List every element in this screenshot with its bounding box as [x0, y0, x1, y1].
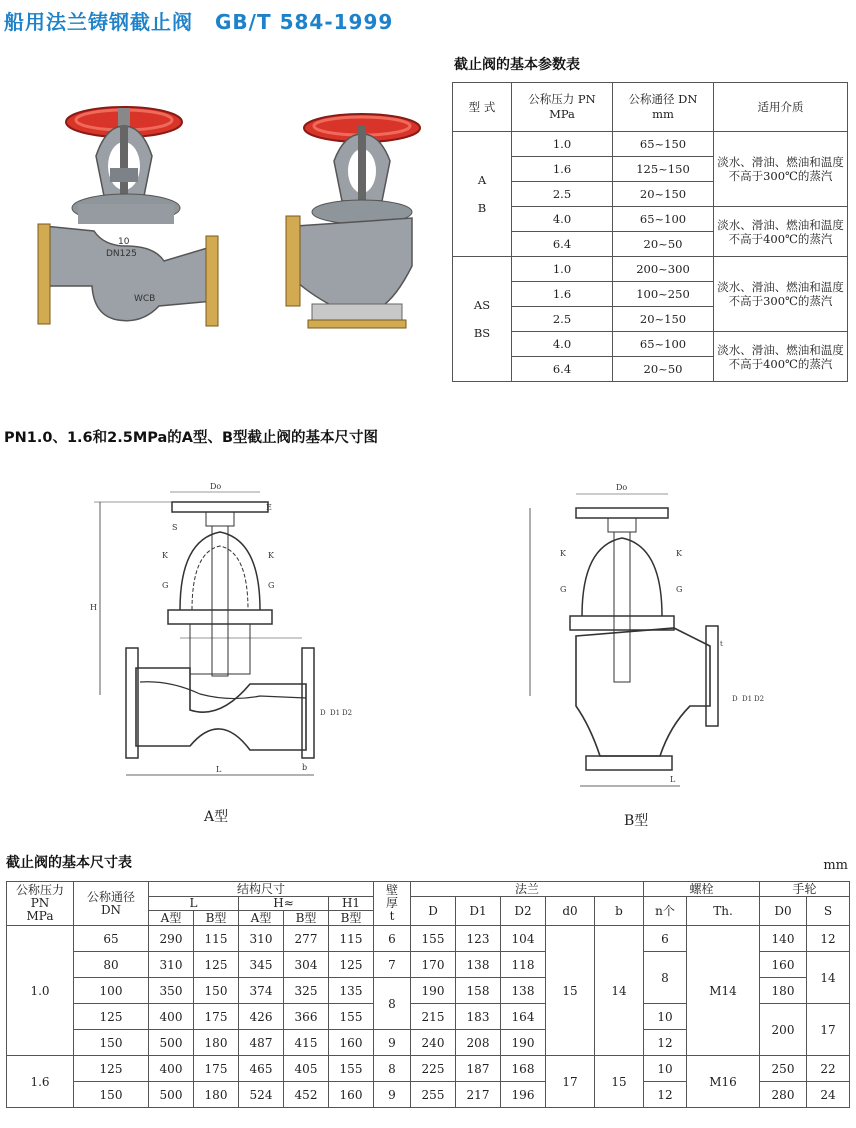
table-cell: 465 — [239, 1056, 284, 1082]
param-cell: 20~50 — [613, 232, 714, 257]
table-cell: 10 — [644, 1056, 687, 1082]
table-cell: 217 — [456, 1082, 501, 1108]
table-cell: 125 — [74, 1056, 149, 1082]
table-cell: 125 — [194, 952, 239, 978]
label-b: b — [302, 763, 308, 772]
table-cell: 180 — [194, 1030, 239, 1056]
dim-header-dn: 公称通径 DN — [74, 882, 149, 926]
table-cell: 250 — [760, 1056, 807, 1082]
dim-header-wall: 壁 厚 t — [374, 882, 411, 926]
page-title — [4, 6, 393, 35]
a-type-caption: A型 — [204, 809, 229, 825]
param-cell: 2.5 — [512, 182, 613, 207]
param-type-ab: A B — [453, 132, 512, 257]
table-cell: 12 — [644, 1030, 687, 1056]
table-cell: 180 — [760, 978, 807, 1004]
table-cell: 164 — [501, 1004, 546, 1030]
param-cell: 20~150 — [613, 307, 714, 332]
table-cell: 415 — [284, 1030, 329, 1056]
table-cell: 487 — [239, 1030, 284, 1056]
table-cell: 175 — [194, 1056, 239, 1082]
marking-material: WCB — [134, 294, 156, 304]
table-cell: M14 — [687, 926, 760, 1056]
param-cell: 65~150 — [613, 132, 714, 157]
label-h: H — [90, 603, 97, 612]
param-header-type: 型 式 — [453, 83, 512, 132]
table-cell: 304 — [284, 952, 329, 978]
dim-header-s: S — [807, 897, 850, 926]
table-cell: 240 — [411, 1030, 456, 1056]
dim-header-fb: b — [595, 897, 644, 926]
label-s: S — [172, 523, 178, 532]
table-cell: 290 — [149, 926, 194, 952]
table-cell: 452 — [284, 1082, 329, 1108]
table-cell: 140 — [760, 926, 807, 952]
dim-header-flange: 法兰 — [411, 882, 644, 897]
param-cell: 1.0 — [512, 132, 613, 157]
param-type-asbs: AS BS — [453, 257, 512, 382]
param-medium: 淡水、滑油、燃油和温度不高于300℃的蒸汽 — [714, 257, 848, 332]
table-cell: 125 — [329, 952, 374, 978]
table-cell: 15 — [595, 1056, 644, 1108]
table-cell: 400 — [149, 1004, 194, 1030]
label-d: D — [320, 709, 326, 717]
valve-a-photo — [34, 96, 234, 336]
dim-header-h1b: B型 — [329, 911, 374, 926]
dim-table-heading: 截止阀的基本尺寸表 — [6, 855, 132, 871]
table-cell: 12 — [644, 1082, 687, 1108]
table-cell: 150 — [74, 1030, 149, 1056]
table-cell: 400 — [149, 1056, 194, 1082]
table-cell: 500 — [149, 1082, 194, 1108]
dim-header-D: D — [411, 897, 456, 926]
table-cell: 6 — [644, 926, 687, 952]
param-cell: 65~100 — [613, 332, 714, 357]
dim-header-h: H≈ — [239, 897, 329, 911]
drawing-heading: PN1.0、1.6和2.5MPa的A型、B型截止阀的基本尺寸图 — [4, 430, 379, 446]
label-g-left: G — [560, 585, 567, 594]
dim-header-d0: d0 — [546, 897, 595, 926]
param-cell: 20~150 — [613, 182, 714, 207]
table-cell: 9 — [374, 1082, 411, 1108]
param-cell: 20~50 — [613, 357, 714, 382]
dim-header-D1: D1 — [456, 897, 501, 926]
table-cell: 155 — [329, 1004, 374, 1030]
table-cell: 6 — [374, 926, 411, 952]
table-cell: 200 — [760, 1004, 807, 1056]
table-cell: 138 — [501, 978, 546, 1004]
label-g-left: G — [162, 581, 169, 590]
dim-header-la: A型 — [149, 911, 194, 926]
param-cell: 1.0 — [512, 257, 613, 282]
label-d1: D1 — [742, 695, 753, 703]
table-cell: 310 — [149, 952, 194, 978]
param-medium: 淡水、滑油、燃油和温度不高于300℃的蒸汽 — [714, 132, 848, 207]
label-do: Do — [616, 483, 628, 492]
param-header-dn: 公称通径 DN mm — [613, 83, 714, 132]
label-do: Do — [210, 482, 222, 491]
dim-header-n: n个 — [644, 897, 687, 926]
table-cell: 160 — [329, 1030, 374, 1056]
dim-pn-cell: 1.6 — [7, 1056, 74, 1108]
param-header-pn: 公称压力 PN MPa — [512, 83, 613, 132]
table-cell: 155 — [329, 1056, 374, 1082]
table-cell: 7 — [374, 952, 411, 978]
table-cell: 115 — [194, 926, 239, 952]
dim-table-unit: mm — [823, 858, 848, 873]
table-cell: 22 — [807, 1056, 850, 1082]
param-cell: 125~150 — [613, 157, 714, 182]
label-k-right: K — [268, 551, 274, 560]
table-cell: M16 — [687, 1056, 760, 1108]
dim-header-h1: H1 — [329, 897, 374, 911]
dim-header-bolt: 螺栓 — [644, 882, 760, 897]
table-cell: 190 — [501, 1030, 546, 1056]
table-cell: 155 — [411, 926, 456, 952]
table-cell: 426 — [239, 1004, 284, 1030]
param-cell: 4.0 — [512, 207, 613, 232]
dim-header-ha: A型 — [239, 911, 284, 926]
valve-b-photo — [282, 106, 432, 336]
marking-pn: 10 — [118, 237, 130, 247]
table-cell: 215 — [411, 1004, 456, 1030]
table-cell: 8 — [374, 978, 411, 1030]
label-e: E — [266, 503, 272, 512]
table-cell: 183 — [456, 1004, 501, 1030]
param-cell: 6.4 — [512, 232, 613, 257]
table-cell: 104 — [501, 926, 546, 952]
label-g-right: G — [268, 581, 275, 590]
dim-header-wheel: 手轮 — [760, 882, 850, 897]
table-cell: 123 — [456, 926, 501, 952]
table-cell: 190 — [411, 978, 456, 1004]
table-cell: 14 — [595, 926, 644, 1056]
dim-table — [6, 881, 850, 1108]
param-table — [452, 82, 848, 382]
table-cell: 17 — [546, 1056, 595, 1108]
table-cell: 80 — [74, 952, 149, 978]
table-cell: 150 — [194, 978, 239, 1004]
label-d: D — [732, 695, 738, 703]
dim-header-th: Th. — [687, 897, 760, 926]
table-cell: 325 — [284, 978, 329, 1004]
b-type-drawing — [520, 476, 770, 796]
table-cell: 158 — [456, 978, 501, 1004]
table-cell: 12 — [807, 926, 850, 952]
table-cell: 500 — [149, 1030, 194, 1056]
table-cell: 138 — [456, 952, 501, 978]
table-cell: 160 — [329, 1082, 374, 1108]
param-cell: 4.0 — [512, 332, 613, 357]
b-type-caption: B型 — [624, 813, 649, 829]
table-cell: 14 — [807, 952, 850, 1004]
dim-header-hb: B型 — [284, 911, 329, 926]
dim-header-struct: 结构尺寸 — [149, 882, 374, 897]
label-l: L — [670, 775, 676, 784]
dim-header-D2: D2 — [501, 897, 546, 926]
param-cell: 2.5 — [512, 307, 613, 332]
param-cell: 1.6 — [512, 157, 613, 182]
param-cell: 1.6 — [512, 282, 613, 307]
table-cell: 118 — [501, 952, 546, 978]
dim-header-do: D0 — [760, 897, 807, 926]
table-cell: 160 — [760, 952, 807, 978]
table-cell: 115 — [329, 926, 374, 952]
table-cell: 15 — [546, 926, 595, 1056]
dim-pn-cell: 1.0 — [7, 926, 74, 1056]
table-cell: 374 — [239, 978, 284, 1004]
title-name: 船用法兰铸钢截止阀 — [4, 10, 193, 34]
param-cell: 200~300 — [613, 257, 714, 282]
table-cell: 310 — [239, 926, 284, 952]
table-cell: 196 — [501, 1082, 546, 1108]
dim-header-lb: B型 — [194, 911, 239, 926]
param-medium: 淡水、滑油、燃油和温度不高于400℃的蒸汽 — [714, 207, 848, 257]
table-cell: 405 — [284, 1056, 329, 1082]
param-table-heading: 截止阀的基本参数表 — [454, 57, 580, 73]
table-cell: 65 — [74, 926, 149, 952]
label-t: t — [720, 640, 723, 648]
param-cell: 6.4 — [512, 357, 613, 382]
label-l: L — [216, 765, 222, 774]
table-cell: 8 — [374, 1056, 411, 1082]
dim-header-pn: 公称压力 PN MPa — [7, 882, 74, 926]
label-d2: D2 — [754, 695, 765, 703]
table-cell: 150 — [74, 1082, 149, 1108]
table-cell: 225 — [411, 1056, 456, 1082]
label-k-left: K — [560, 549, 566, 558]
table-cell: 24 — [807, 1082, 850, 1108]
label-k-right: K — [676, 549, 682, 558]
table-cell: 17 — [807, 1004, 850, 1056]
table-cell: 9 — [374, 1030, 411, 1056]
table-cell: 10 — [644, 1004, 687, 1030]
table-cell: 208 — [456, 1030, 501, 1056]
param-cell: 65~100 — [613, 207, 714, 232]
table-cell: 135 — [329, 978, 374, 1004]
label-g-right: G — [676, 585, 683, 594]
table-cell: 187 — [456, 1056, 501, 1082]
label-d1: D1 — [330, 709, 341, 717]
title-standard: GB/T 584-1999 — [215, 10, 394, 34]
dim-header-l: L — [149, 897, 239, 911]
table-cell: 255 — [411, 1082, 456, 1108]
table-cell: 100 — [74, 978, 149, 1004]
label-k-left: K — [162, 551, 168, 560]
table-cell: 170 — [411, 952, 456, 978]
table-cell: 277 — [284, 926, 329, 952]
table-cell: 524 — [239, 1082, 284, 1108]
param-cell: 100~250 — [613, 282, 714, 307]
marking-dn: DN125 — [106, 249, 137, 259]
a-type-drawing — [80, 470, 360, 790]
table-cell: 366 — [284, 1004, 329, 1030]
table-cell: 125 — [74, 1004, 149, 1030]
table-cell: 350 — [149, 978, 194, 1004]
table-cell: 175 — [194, 1004, 239, 1030]
table-cell: 345 — [239, 952, 284, 978]
label-d2: D2 — [342, 709, 353, 717]
table-cell: 180 — [194, 1082, 239, 1108]
table-cell: 280 — [760, 1082, 807, 1108]
table-cell: 168 — [501, 1056, 546, 1082]
param-header-medium: 适用介质 — [714, 83, 848, 132]
param-medium: 淡水、滑油、燃油和温度不高于400℃的蒸汽 — [714, 332, 848, 382]
table-cell: 8 — [644, 952, 687, 1004]
